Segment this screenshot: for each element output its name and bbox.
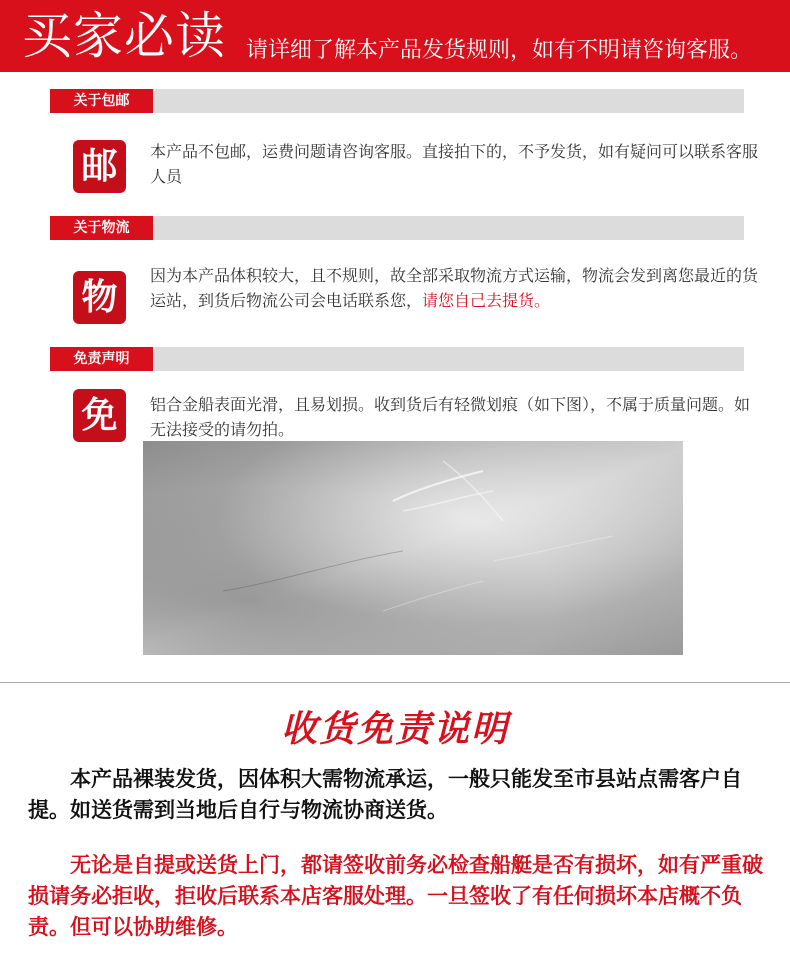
page-title: 买家必读: [22, 7, 226, 65]
header-banner: [0, 0, 790, 72]
disclaimer-badge-icon: 免: [73, 389, 126, 442]
notice-title: 收货免责说明: [280, 709, 509, 750]
section-text-disclaimer: [150, 392, 760, 442]
section-text-logistics-body: 因为本产品体积较大，且不规则，故全部采取物流方式运输，物流会发到离您最近的货运站，到货后物流公司会电话联系您，: [150, 266, 759, 310]
section-text-shipping-body: 本产品不包邮，运费问题请咨询客服。直接拍下的，不予发货，如有疑问可以联系客服人员: [150, 142, 759, 186]
section-text-disclaimer-body: 铝合金船表面光滑，且易划损。收到货后有轻微划痕（如下图），不属于质量问题。如无法接受的请勿拍。: [150, 395, 751, 439]
section-label-shipping: 关于包邮: [50, 89, 153, 113]
section-label-logistics: 关于物流: [50, 216, 153, 240]
mail-badge-icon: 邮: [73, 140, 126, 193]
section-text-logistics-highlight: 请您自己去提货。: [422, 291, 551, 310]
section-label-disclaimer: 免责声明: [50, 347, 153, 371]
notice-paragraph-2: 无论是自提或送货上门，都请签收前务必检查船艇是否有损坏，如有严重破损请务必拒收，拒收后联系本店客服处理。一旦签收了有任何损坏本店概不负责。但可以协助维修。: [28, 853, 763, 939]
section-bar-disclaimer: [50, 347, 744, 371]
notice-paragraph-1: 本产品裸装发货，因体积大需物流承运，一般只能发至市县站点需客户自提。如送货需到当地后自行与物流协商送货。: [28, 767, 742, 822]
logistics-badge-icon: 物: [73, 271, 126, 324]
section-divider: [0, 682, 790, 683]
page-subtitle: 请详细了解本产品发货规则，如有不明请咨询客服。: [246, 38, 753, 63]
scratch-example-photo: [143, 441, 683, 655]
section-text-logistics: [150, 263, 760, 313]
section-bar-logistics: [50, 216, 744, 240]
section-bar-shipping: [50, 89, 744, 113]
section-text-shipping: [150, 139, 760, 189]
scratch-marks: [143, 441, 683, 655]
